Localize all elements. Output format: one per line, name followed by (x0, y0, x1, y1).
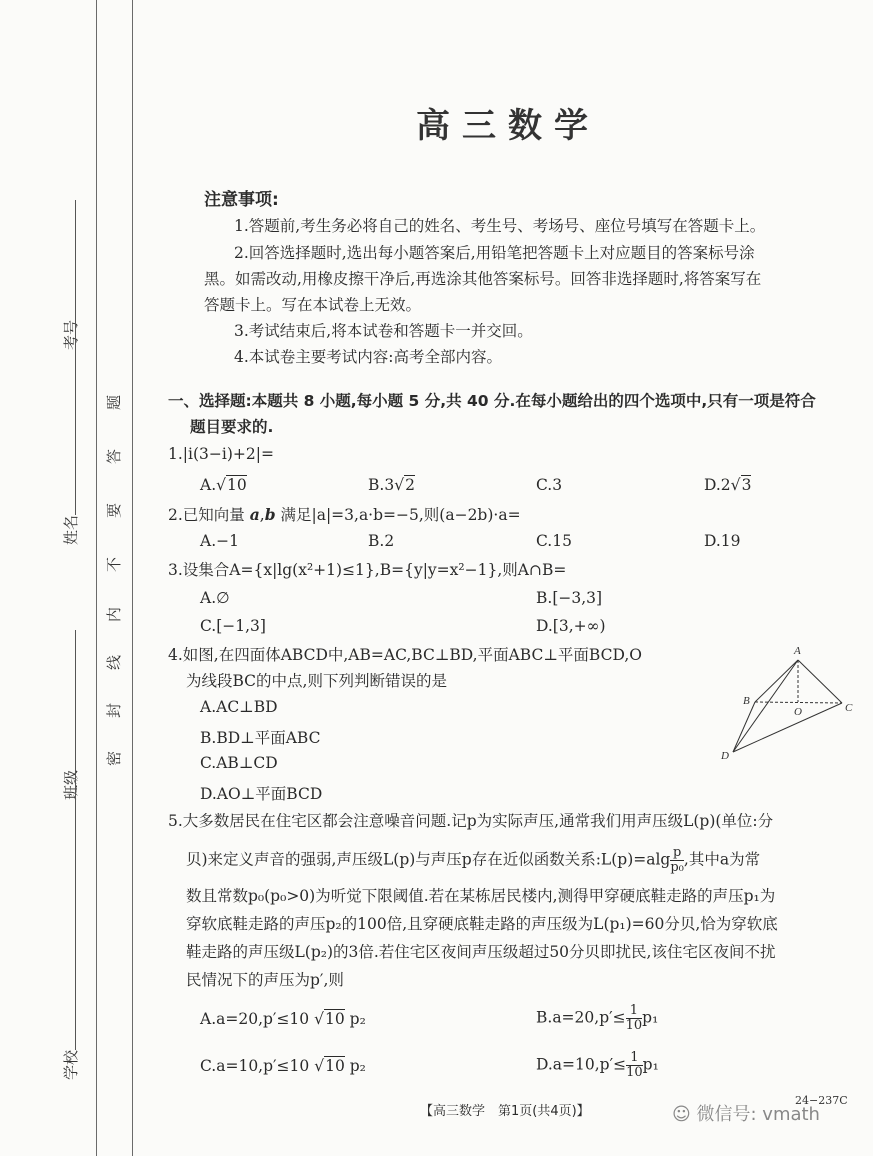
q3-option-a: A.∅ (200, 589, 230, 607)
q5-stem-line: 数且常数p₀(p₀>0)为听觉下限阈值.若在某栋居民楼内,测得甲穿硬底鞋走路的声压p₁为 (186, 887, 776, 905)
notice-heading: 注意事项: (204, 190, 279, 210)
vertex-label: B (743, 695, 750, 707)
q2-option-b: B.2 (368, 532, 395, 550)
q4-option-a: A.AC⊥BD (200, 698, 278, 716)
q4-stem-cont: 为线段BC的中点,则下列判断错误的是 (186, 672, 447, 690)
seal-char: 封 (105, 702, 124, 719)
q5-stem-line: 穿软底鞋走路的声压p₂的100倍,且穿硬底鞋走路的声压级为L(p₁)=60分贝,恰为穿软底 (186, 915, 778, 933)
q3-option-d: D.[3,+∞) (536, 617, 606, 635)
q1-option-a: A.√10 (200, 476, 247, 494)
section-heading: 一、选择题:本题共 8 小题,每小题 5 分,共 40 分.在每小题给出的四个选项中,只有一项是符合 (168, 392, 816, 410)
seal-char: 答 (105, 448, 124, 465)
q5-option-b: B.a=20,p′≤ $\frac{1}{10}$ p₁ (536, 1003, 659, 1033)
q5-stem-line: 鞋走路的声压级L(p₂)的3倍.若住宅区夜间声压级超过50分贝即扰民,该住宅区夜间不扰 (186, 943, 776, 961)
q1-stem: 1.|i(3−i)+2|= (168, 445, 274, 463)
q2-option-d: D.19 (704, 532, 741, 550)
q2-stem: 2.已知向量 a,b 满足|a|=3,a·b=−5,则(a−2b)·a= (168, 505, 521, 524)
q4-option-d: D.AO⊥平面BCD (200, 785, 323, 803)
wechat-icon: ☺ (672, 1104, 697, 1125)
q1-option-b: B.3√2 (368, 476, 415, 494)
vertex-label: A (794, 645, 801, 657)
notice-item: 黑。如需改动,用橡皮擦干净后,再选涂其他答案标号。回答非选择题时,将答案写在 (204, 270, 762, 288)
notice-item: 4.本试卷主要考试内容:高考全部内容。 (234, 348, 503, 366)
binding-margin (0, 0, 140, 1156)
tetrahedron-figure (705, 640, 873, 770)
seal-char: 内 (105, 606, 124, 623)
name-field: 姓名 (60, 285, 81, 545)
q5-option-c: C.a=10,p′≤10 √10 p₂ (200, 1057, 366, 1075)
vertex-label: C (845, 702, 853, 714)
seal-char: 要 (105, 502, 124, 519)
paper-code: 24−237C (795, 1094, 848, 1107)
q5-stem-line: 民情况下的声压为p′,则 (186, 971, 344, 989)
q5-stem: 5.大多数居民在住宅区都会注意噪音问题.记p为实际声压,通常我们用声压级L(p)(单位:分 (168, 812, 774, 830)
vertex-label: D (721, 750, 729, 762)
page-footer: 【高三数学 第1页(共4页)】 (420, 1104, 590, 1119)
fold-line (96, 0, 97, 1156)
q1-option-d: D.2√3 (704, 476, 752, 494)
seal-char: 线 (105, 654, 124, 671)
q3-stem: 3.设集合A={x|lg(x²+1)≤1},B={y|y=x²−1},则A∩B= (168, 561, 567, 579)
q5-option-d: D.a=10,p′≤ $\frac{1}{10}$ p₁ (536, 1050, 659, 1080)
q4-stem: 4.如图,在四面体ABCD中,AB=AC,BC⊥BD,平面ABC⊥平面BCD,O (168, 646, 642, 664)
notice-item: 3.考试结束后,将本试卷和答题卡一并交回。 (234, 322, 533, 340)
q5-option-a: A.a=20,p′≤10 √10 p₂ (200, 1010, 366, 1028)
notice-item: 答题卡上。写在本试卷上无效。 (204, 296, 422, 314)
class-field: 班级 (60, 630, 81, 800)
seal-line (132, 0, 133, 1156)
q1-option-c: C.3 (536, 476, 563, 494)
seal-char: 题 (105, 394, 124, 411)
q5-stem-line: 贝)来定义声音的强弱,声压级L(p)与声压p存在近似函数关系:L(p)=alg $\frac{p}{\text{p₀}}$ ,其中a为常 (186, 845, 761, 875)
notice-item: 2.回答选择题时,选出每小题答案后,用铅笔把答题卡上对应题目的答案标号涂 (234, 244, 755, 262)
seal-char: 不 (105, 556, 124, 573)
section-heading-cont: 题目要求的. (190, 418, 274, 436)
q4-option-c: C.AB⊥CD (200, 754, 278, 772)
exam-number-field: 考号 (60, 200, 81, 350)
notice-item: 1.答题前,考生务必将自己的姓名、考生号、考场号、座位号填写在答题卡上。 (234, 217, 766, 235)
page-title: 高三数学 (416, 106, 600, 146)
q2-option-a: A.−1 (200, 532, 239, 550)
school-field: 学校 (60, 750, 81, 1080)
q4-option-b: B.BD⊥平面ABC (200, 729, 321, 747)
q3-option-c: C.[−1,3] (200, 617, 266, 635)
q3-option-b: B.[−3,3] (536, 589, 603, 607)
vertex-label: O (794, 706, 802, 718)
seal-char: 密 (105, 750, 124, 767)
watermark: ☺ 微信号: vmath (672, 1104, 820, 1125)
q2-option-c: C.15 (536, 532, 572, 550)
